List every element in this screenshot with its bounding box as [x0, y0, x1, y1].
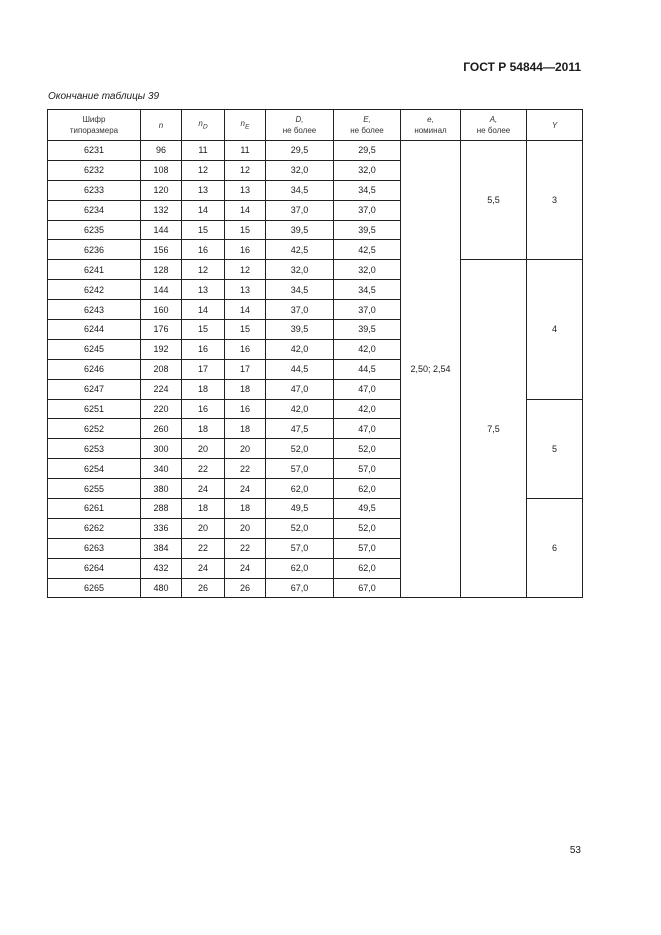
- table-cell: 14: [225, 300, 266, 320]
- table-cell: 16: [225, 399, 266, 419]
- table-cell: 24: [225, 479, 266, 499]
- table-cell: 16: [182, 399, 225, 419]
- table-cell: 18: [182, 499, 225, 519]
- table-cell: 22: [225, 459, 266, 479]
- table-cell: 42,0: [334, 399, 401, 419]
- table-cell: 52,0: [266, 439, 334, 459]
- table-cell: 208: [141, 359, 182, 379]
- table-cell: 22: [182, 538, 225, 558]
- table-cell: 160: [141, 300, 182, 320]
- table-caption: Окончание таблицы 39: [48, 91, 160, 102]
- table-cell: 17: [225, 359, 266, 379]
- table-cell: 132: [141, 200, 182, 220]
- table-cell: 128: [141, 260, 182, 280]
- table-cell: 24: [182, 558, 225, 578]
- table-cell: 6246: [48, 359, 141, 379]
- table-cell: 39,5: [334, 320, 401, 340]
- table-cell: 480: [141, 578, 182, 598]
- table-cell: 22: [225, 538, 266, 558]
- table-cell: 32,0: [266, 260, 334, 280]
- table-cell: 384: [141, 538, 182, 558]
- col-header-y: Y: [527, 110, 583, 141]
- table-cell: 192: [141, 339, 182, 359]
- table-cell: 15: [182, 320, 225, 340]
- col-header-a: A, не более: [461, 110, 527, 141]
- table-cell: 13: [225, 280, 266, 300]
- table-cell: 18: [182, 379, 225, 399]
- table-cell: 15: [182, 220, 225, 240]
- table-cell: 6233: [48, 180, 141, 200]
- table-cell: 6244: [48, 320, 141, 340]
- table-cell: 20: [225, 518, 266, 538]
- table-cell: 96: [141, 141, 182, 161]
- col-header-e-max: E, не более: [334, 110, 401, 141]
- merged-cell-a: 5,5: [461, 141, 527, 260]
- table-cell: 15: [225, 320, 266, 340]
- table-cell: 62,0: [334, 558, 401, 578]
- table-cell: 156: [141, 240, 182, 260]
- table-cell: 47,0: [334, 419, 401, 439]
- table-cell: 49,5: [334, 499, 401, 519]
- table-cell: 26: [225, 578, 266, 598]
- table-cell: 6254: [48, 459, 141, 479]
- table-cell: 42,0: [266, 399, 334, 419]
- table-cell: 52,0: [266, 518, 334, 538]
- table-cell: 13: [182, 280, 225, 300]
- table-cell: 6242: [48, 280, 141, 300]
- table-cell: 6234: [48, 200, 141, 220]
- table-cell: 34,5: [266, 280, 334, 300]
- merged-cell-y: 3: [527, 141, 583, 260]
- table-cell: 6247: [48, 379, 141, 399]
- table-cell: 57,0: [266, 538, 334, 558]
- table-cell: 42,5: [334, 240, 401, 260]
- table-body: [48, 141, 583, 598]
- table-cell: 6253: [48, 439, 141, 459]
- table-cell: 6251: [48, 399, 141, 419]
- table-cell: 16: [225, 240, 266, 260]
- page-number: 53: [569, 845, 581, 856]
- table-cell: 6265: [48, 578, 141, 598]
- table-cell: 18: [182, 419, 225, 439]
- table-cell: 20: [182, 518, 225, 538]
- table-cell: 300: [141, 439, 182, 459]
- col-header-ne: $n_E$: [225, 110, 266, 141]
- merged-cell-e: 2,50; 2,54: [401, 141, 461, 598]
- table-cell: 6263: [48, 538, 141, 558]
- table-cell: 340: [141, 459, 182, 479]
- table-cell: 288: [141, 499, 182, 519]
- table-cell: 176: [141, 320, 182, 340]
- table-cell: 11: [225, 141, 266, 161]
- table-row: [48, 260, 583, 280]
- table-cell: 34,5: [334, 280, 401, 300]
- table-cell: 42,5: [266, 240, 334, 260]
- table-cell: 336: [141, 518, 182, 538]
- table-row: [48, 141, 583, 161]
- table-cell: 6264: [48, 558, 141, 578]
- table-cell: 32,0: [334, 260, 401, 280]
- table-cell: 13: [182, 180, 225, 200]
- table-cell: 120: [141, 180, 182, 200]
- merged-cell-y: 4: [527, 260, 583, 399]
- header-row: [48, 110, 583, 141]
- table-cell: 6252: [48, 419, 141, 439]
- table-cell: 260: [141, 419, 182, 439]
- table-cell: 44,5: [334, 359, 401, 379]
- table-cell: 14: [225, 200, 266, 220]
- table-cell: 6243: [48, 300, 141, 320]
- table-container: [47, 109, 583, 598]
- table-cell: 42,0: [334, 339, 401, 359]
- table-cell: 32,0: [334, 160, 401, 180]
- table-cell: 220: [141, 399, 182, 419]
- table-cell: 39,5: [266, 320, 334, 340]
- table-cell: 39,5: [266, 220, 334, 240]
- table-cell: 6241: [48, 260, 141, 280]
- table-cell: 32,0: [266, 160, 334, 180]
- table-cell: 29,5: [266, 141, 334, 161]
- col-header-d: D, не более: [266, 110, 334, 141]
- table-cell: 47,0: [266, 379, 334, 399]
- data-table: [47, 109, 583, 598]
- table-cell: 34,5: [334, 180, 401, 200]
- table-cell: 13: [225, 180, 266, 200]
- table-cell: 57,0: [334, 538, 401, 558]
- table-cell: 67,0: [334, 578, 401, 598]
- table-cell: 29,5: [334, 141, 401, 161]
- table-cell: 6261: [48, 499, 141, 519]
- table-cell: 12: [225, 160, 266, 180]
- col-header-code: Шифр типоразмера: [48, 110, 141, 141]
- table-cell: 22: [182, 459, 225, 479]
- table-cell: 11: [182, 141, 225, 161]
- table-cell: 224: [141, 379, 182, 399]
- table-cell: 42,0: [266, 339, 334, 359]
- table-cell: 47,5: [266, 419, 334, 439]
- table-cell: 6262: [48, 518, 141, 538]
- table-cell: 57,0: [334, 459, 401, 479]
- table-cell: 20: [225, 439, 266, 459]
- col-header-n: n: [141, 110, 182, 141]
- table-cell: 108: [141, 160, 182, 180]
- table-cell: 14: [182, 200, 225, 220]
- table-cell: 6255: [48, 479, 141, 499]
- table-cell: 6232: [48, 160, 141, 180]
- table-cell: 67,0: [266, 578, 334, 598]
- table-cell: 16: [182, 339, 225, 359]
- table-cell: 432: [141, 558, 182, 578]
- table-cell: 47,0: [334, 379, 401, 399]
- table-cell: 62,0: [266, 479, 334, 499]
- table-cell: 380: [141, 479, 182, 499]
- table-cell: 18: [225, 379, 266, 399]
- table-cell: 6236: [48, 240, 141, 260]
- table-cell: 144: [141, 280, 182, 300]
- table-cell: 14: [182, 300, 225, 320]
- table-cell: 52,0: [334, 439, 401, 459]
- table-cell: 15: [225, 220, 266, 240]
- col-header-nd: $n_D$: [182, 110, 225, 141]
- table-cell: 37,0: [334, 200, 401, 220]
- table-cell: 6245: [48, 339, 141, 359]
- table-cell: 16: [182, 240, 225, 260]
- table-cell: 62,0: [334, 479, 401, 499]
- table-cell: 6235: [48, 220, 141, 240]
- table-cell: 49,5: [266, 499, 334, 519]
- table-cell: 20: [182, 439, 225, 459]
- document-header: ГОСТ Р 54844—2011: [463, 60, 581, 74]
- table-cell: 12: [182, 260, 225, 280]
- table-cell: 18: [225, 419, 266, 439]
- table-cell: 52,0: [334, 518, 401, 538]
- table-cell: 44,5: [266, 359, 334, 379]
- table-cell: 37,0: [334, 300, 401, 320]
- table-cell: 39,5: [334, 220, 401, 240]
- col-header-e-nominal: e, номинал: [401, 110, 461, 141]
- table-cell: 26: [182, 578, 225, 598]
- table-cell: 18: [225, 499, 266, 519]
- table-cell: 34,5: [266, 180, 334, 200]
- table-cell: 62,0: [266, 558, 334, 578]
- table-cell: 12: [182, 160, 225, 180]
- table-cell: 6231: [48, 141, 141, 161]
- table-cell: 24: [182, 479, 225, 499]
- table-cell: 17: [182, 359, 225, 379]
- table-cell: 16: [225, 339, 266, 359]
- table-cell: 144: [141, 220, 182, 240]
- table-cell: 37,0: [266, 200, 334, 220]
- table-cell: 24: [225, 558, 266, 578]
- merged-cell-a: 7,5: [461, 260, 527, 598]
- merged-cell-y: 5: [527, 399, 583, 498]
- table-cell: 12: [225, 260, 266, 280]
- merged-cell-y: 6: [527, 499, 583, 598]
- table-cell: 37,0: [266, 300, 334, 320]
- table-cell: 57,0: [266, 459, 334, 479]
